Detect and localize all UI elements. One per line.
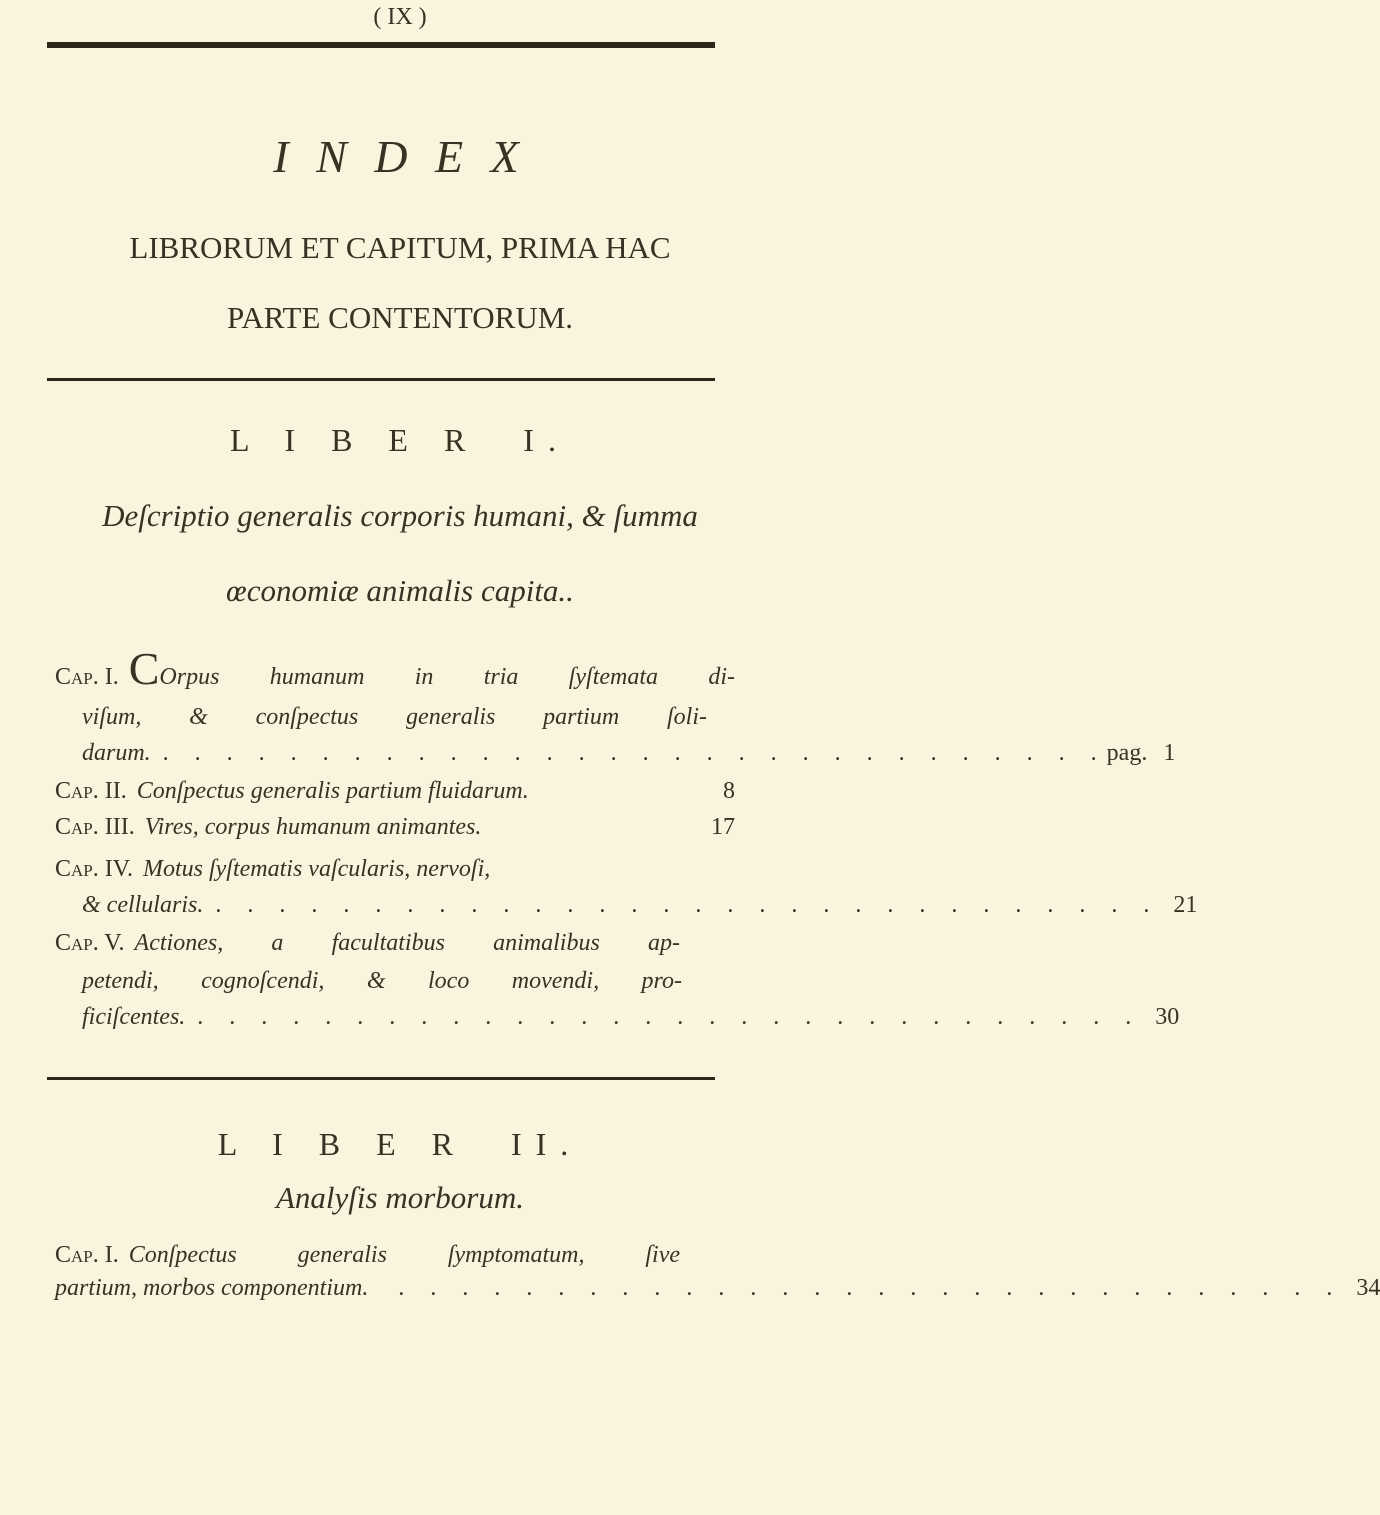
chapter-title: & cellularis. [82,892,204,918]
liber-2-heading: L I B E R II. [217,1126,583,1162]
leader-dots: . . . . . . . . . . . . . . . . . . . . . . . . . . . . . . [215,892,1160,918]
chapter-title: Actiones, a facultatibus animalibus ap- [134,930,680,956]
toc-entry-cap-5[interactable] [55,930,680,957]
chapter-title: ficiſcentes. [82,1004,186,1030]
page-number: 1 [1163,740,1176,766]
toc-entry-cap-4[interactable] [55,856,735,883]
toc-entry-cap-1-end [82,740,1176,767]
chapter-title: Orpus humanum in tria ſyſtemata di- [159,664,735,690]
page-number: ( IX ) [373,4,427,30]
toc-entry-cap-5-end [82,1004,1180,1031]
chapter-title: petendi, cognoſcendi, & loco movendi, pro- [82,968,682,994]
chapter-label: Cap. I. [55,1242,119,1268]
page-number: 21 [1173,892,1198,918]
chapter-label: Cap. IV. [55,856,133,882]
leader-dots: . . . . . . . . . . . . . . . . . . . . . . . . . . . . . . [398,1275,1343,1301]
liber-1-description-2: œconomiæ animalis capita.. [226,573,574,608]
toc-entry-cap-4-end [82,892,1198,919]
liber-1-heading: L I B E R I. [230,422,570,458]
chapter-title: Conſpectus generalis partium fluidarum. [136,778,529,804]
liber-1-description-1: Deſcriptio generalis corporis humani, & ſumma [102,498,698,533]
chapter-title: partium, morbos componentium. [55,1275,369,1301]
chapter-label: Cap. I. [55,664,119,690]
toc-entry-cap-1-cont [82,704,707,731]
page-number: 30 [1155,1004,1180,1030]
leader-dots: . . . . . . . . . . . . . . . . . . . . . . . . . . . . . . [162,740,1107,766]
chapter-label: Cap. II. [55,778,127,804]
section-rule [47,378,715,381]
page-number: 34 [1356,1275,1380,1301]
page-prefix: pag. [1106,740,1148,766]
liber-2-description: Analyſis morborum. [276,1180,524,1215]
toc-entry-cap-5-cont [82,968,682,995]
leader-dots: . . . . . . . . . . . . . . . . . . . . . . . . . . . . . . [197,1004,1142,1030]
chapter-title: Motus ſyſtematis vaſcularis, nervoſi, [142,856,491,882]
page-number: 17 [711,814,735,840]
chapter-title: viſum, & conſpectus generalis partium ſoli- [82,704,707,730]
subtitle-line-1: LIBRORUM ET CAPITUM, PRIMA HAC [129,230,671,265]
index-title: I N D E X [273,131,527,182]
subtitle-line-2: PARTE CONTENTORUM. [226,300,574,335]
toc-entry-cap-3[interactable] [55,814,735,841]
chapter-title: darum. [82,740,151,766]
section-rule [47,1077,715,1080]
toc-entry-cap-2[interactable] [55,778,735,805]
chapter-title: Conſpectus generalis ſymptomatum, ſive [128,1242,680,1268]
chapter-label: Cap. V. [55,930,125,956]
toc-entry-cap-1[interactable]: Cap. I. C Orpus humanum in tria ſyſtemata di- [55,643,735,694]
chapter-label: Cap. III. [55,814,135,840]
chapter-title: Vires, corpus humanum animantes. [144,814,482,840]
header-rule [47,42,715,48]
toc-entry-liber-2-cap-1[interactable] [55,1242,680,1269]
toc-entry-liber-2-cap-1-end [55,1275,1380,1302]
page-number: 8 [723,778,735,804]
